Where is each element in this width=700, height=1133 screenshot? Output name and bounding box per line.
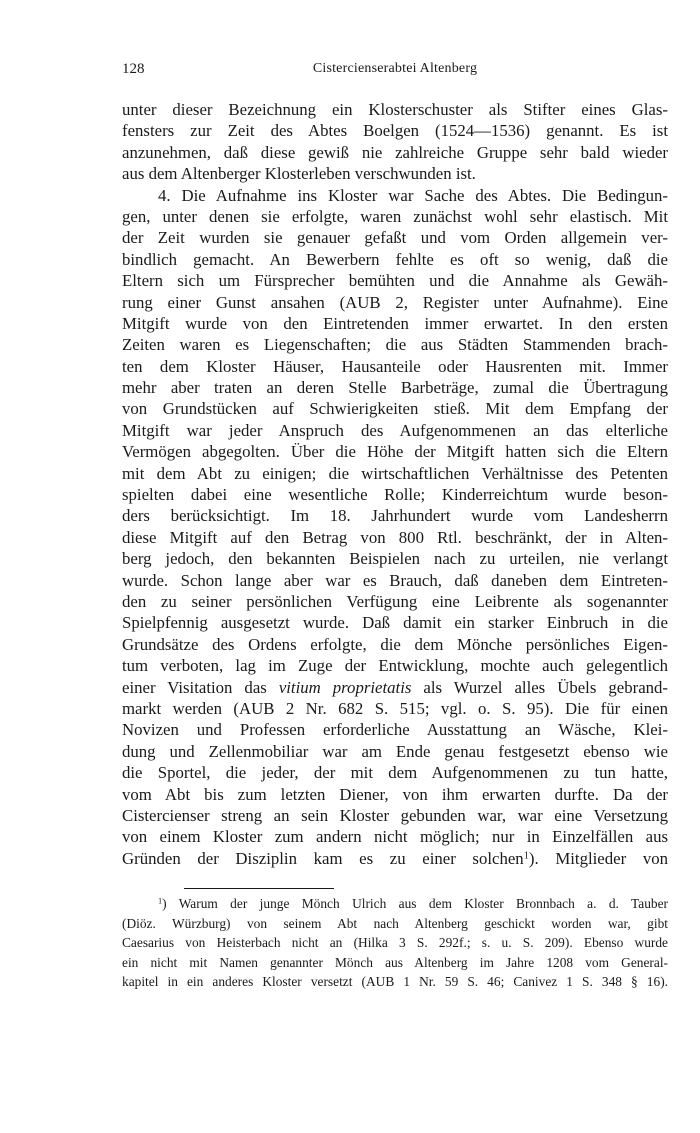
body-line: Mitgift wurde von den Eintretenden immer erwartet. In den ersten	[122, 313, 668, 333]
italic-phrase: vitium proprietatis	[278, 677, 412, 697]
body-line: Spielpfennig ausgesetzt wurde. Daß damit ein starker Einbruch in die	[122, 613, 668, 633]
body-line	[122, 848, 668, 869]
body-text	[122, 99, 668, 869]
body-line: mit dem Abt zu einigen; die wirtschaftlichen Verhältnisse des Petenten	[122, 463, 668, 483]
body-line: unter dieser Bezeichnung ein Klosterschuster als Stifter eines Glas-	[122, 100, 668, 119]
body-line: mehr aber traten an deren Stelle Barbeträge, zumal die Übertragung	[122, 378, 668, 398]
body-line: von Grundstücken auf Schwierigkeiten stieß. Mit dem Empfang der	[122, 399, 668, 419]
body-line: die Sportel, die jeder, der mit dem Aufgenommenen zu tun hatte,	[122, 763, 668, 783]
body-line: bindlich gemacht. An Bewerbern fehlte es oft so wenig, daß die	[122, 249, 668, 269]
body-line: aus dem Altenberger Klosterleben verschwunden ist.	[122, 164, 476, 184]
body-line: tum verboten, lag im Zuge der Entwicklung, mochte auch gelegentlich	[122, 656, 668, 676]
text-run: einer Visitation das	[122, 677, 279, 697]
running-title: Cistercienserabtei Altenberg	[312, 61, 478, 76]
body-line: spielten dabei eine wesentliche Rolle; Kinderreichtum wurde beson-	[122, 485, 668, 505]
body-line: Eltern sich um Fürsprecher bemühten und die Annahme als Gewäh-	[122, 271, 668, 291]
body-line: Zeiten waren es Liegenschaften; die aus Städten Stammenden brach-	[122, 335, 668, 355]
footnote-reference[interactable]: 1	[523, 849, 529, 861]
body-line: diese Mitgift auf den Betrag von 800 Rtl. beschränkt, der in Alten-	[122, 527, 668, 547]
body-line: ten dem Kloster Häuser, Hausanteile oder Hausrenten mit. Immer	[122, 356, 668, 376]
body-line: Mitgift war jeder Anspruch des Aufgenommenen an das elterliche	[122, 420, 668, 440]
body-line: gen, unter denen sie erfolgte, waren zunächst wohl sehr elastisch. Mit	[122, 206, 668, 226]
footnote-line	[122, 894, 668, 914]
page-header	[122, 60, 668, 78]
footnote-line: kapitel in ein anderes Kloster versetzt (AUB 1 Nr. 59 S. 46; Canivez 1 S. 348 § 16).	[122, 974, 668, 990]
body-line: den zu seiner persönlichen Verfügung eine Leibrente als sogenannter	[122, 591, 668, 611]
body-line: vom Abt bis zum letzten Diener, von ihm erwarten durfte. Da der	[122, 784, 668, 804]
body-line: 4. Die Aufnahme ins Kloster war Sache des Abtes. Die Bedingun-	[158, 185, 668, 205]
footnote-line: (Diöz. Würzburg) von seinem Abt nach Altenberg geschickt worden war, gibt	[122, 915, 668, 931]
body-line	[122, 677, 668, 698]
body-line: rung einer Gunst ansahen (AUB 2, Register unter Aufnahme). Eine	[122, 292, 668, 312]
body-line: von einem Kloster zum andern nicht möglich; nur in Einzelfällen aus	[122, 827, 668, 847]
body-line: fensters zur Zeit des Abtes Boelgen (1524—1536) genannt. Es ist	[122, 121, 668, 141]
body-line: markt werden (AUB 2 Nr. 682 S. 515; vgl. o. S. 95). Die für einen	[122, 698, 668, 718]
body-line: berg jedoch, den bekannten Beispielen nach zu urteilen, nie verlangt	[122, 549, 668, 569]
body-line: anzunehmen, daß diese gewiß nie zahlreiche Gruppe sehr bald wieder	[122, 142, 668, 162]
text-run: Gründen der Disziplin kam es zu einer solchen	[122, 848, 524, 868]
footnote-line: Caesarius von Heisterbach nicht an (Hilka 3 S. 292f.; s. u. S. 209). Ebenso wurde	[122, 935, 668, 951]
footnote	[122, 894, 668, 992]
footnote-rule	[184, 888, 334, 889]
footnote-line: ein nicht mit Namen genannter Mönch aus Altenberg im Jahre 1208 vom General-	[122, 954, 668, 970]
page-number: 128	[122, 61, 145, 77]
text-run: ). Mitglieder von	[528, 848, 668, 868]
footnote-marker: 1	[158, 896, 163, 906]
text-run: als Wurzel alles Übels gebrand-	[411, 677, 669, 697]
body-line: ders berücksichtigt. Im 18. Jahrhundert wurde vom Landesherrn	[122, 506, 668, 526]
body-line: Cistercienser streng an sein Kloster gebunden war, war eine Versetzung	[122, 805, 668, 825]
text-run: ) Warum der junge Mönch Ulrich aus dem Kloster Bronnbach a. d. Tauber	[162, 896, 668, 911]
body-line: dung und Zellenmobiliar war am Ende genau festgesetzt ebenso wie	[122, 741, 668, 761]
body-line: wurde. Schon lange aber war es Brauch, daß daneben dem Eintreten-	[122, 570, 668, 590]
body-line: Vermögen abgegolten. Über die Höhe der Mitgift hatten sich die Eltern	[122, 442, 668, 462]
body-line: Novizen und Professen erforderliche Ausstattung an Wäsche, Klei-	[122, 720, 668, 740]
body-line: der Zeit wurden sie genauer gefaßt und vom Orden allgemein ver-	[122, 228, 668, 248]
body-line: Grundsätze des Ordens erfolgte, die dem Mönche persönliches Eigen-	[122, 634, 668, 654]
